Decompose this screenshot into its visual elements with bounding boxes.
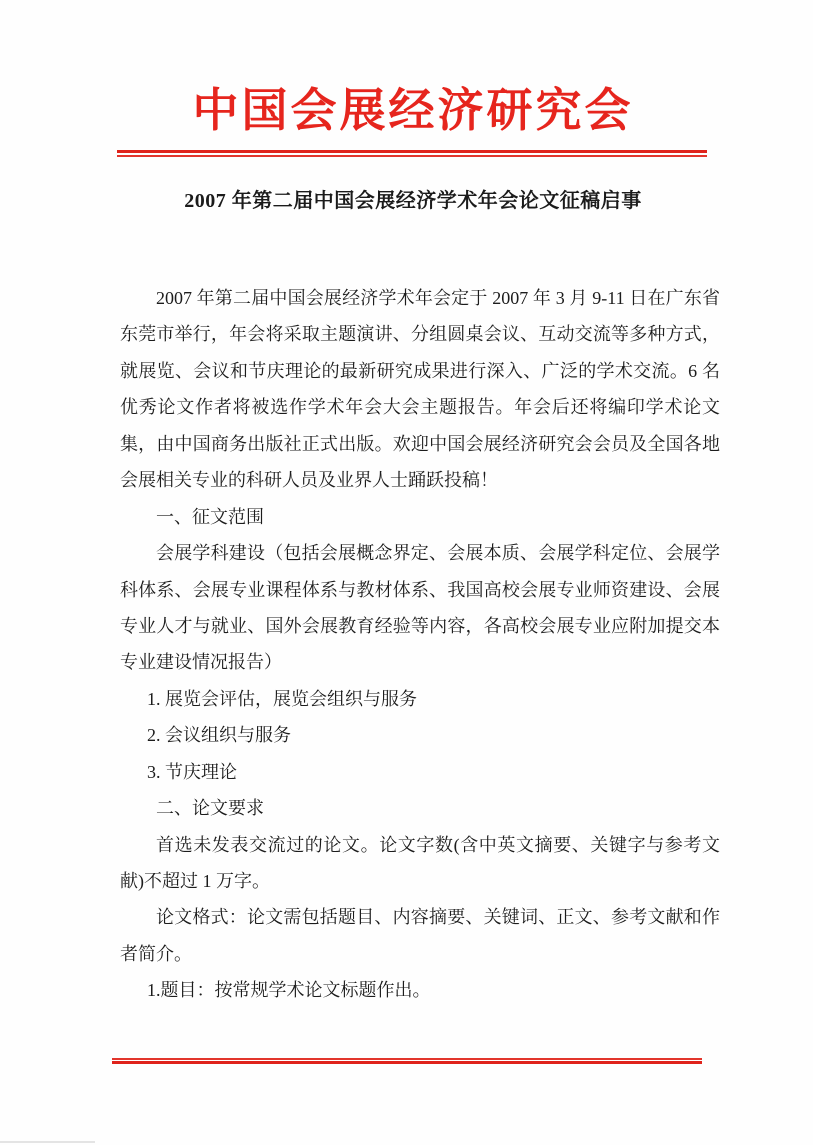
letterhead-org-name: 中国会展经济研究会 bbox=[192, 85, 634, 136]
notice-body bbox=[120, 280, 720, 1009]
footer-rule-thin bbox=[112, 1058, 702, 1060]
notice-title: 2007 年第二届中国会展经济学术年会论文征稿启事 bbox=[184, 190, 642, 212]
body-line section-heading: 二、论文要求 bbox=[156, 798, 264, 819]
scan-artifact bbox=[0, 1141, 95, 1143]
header-rule-thin bbox=[117, 155, 707, 157]
body-line: 就展览、会议和节庆理论的最新研究成果进行深入、广泛的学术交流。6 名 bbox=[120, 360, 720, 381]
footer-rule-thick bbox=[112, 1061, 702, 1064]
header-rule bbox=[117, 150, 707, 157]
header-rule-thick bbox=[117, 150, 707, 153]
body-line: 集，由中国商务出版社正式出版。欢迎中国会展经济研究会会员及全国各地 bbox=[120, 433, 720, 454]
footer-rule bbox=[112, 1058, 702, 1064]
body-line: 优秀论文作者将被选作学术年会大会主题报告。年会后还将编印学术论文 bbox=[120, 397, 720, 418]
body-line list-item: 1. 展览会评估，展览会组织与服务 bbox=[147, 688, 417, 709]
body-line: 会展学科建设（包括会展概念界定、会展本质、会展学科定位、会展学 bbox=[156, 543, 720, 564]
body-line: 者简介。 bbox=[120, 943, 192, 964]
body-line: 论文格式：论文需包括题目、内容摘要、关键词、正文、参考文献和作 bbox=[156, 907, 720, 928]
body-line: 专业人才与就业、国外会展教育经验等内容，各高校会展专业应附加提交本 bbox=[120, 615, 720, 636]
body-line list-item: 3. 节庆理论 bbox=[147, 761, 237, 782]
body-line: 2007 年第二届中国会展经济学术年会定于 2007 年 3 月 9-11 日在广东省 bbox=[156, 288, 720, 308]
body-line section-heading: 一、征文范围 bbox=[156, 506, 264, 527]
body-line: 献)不超过 1 万字。 bbox=[120, 871, 270, 891]
body-line: 会展相关专业的科研人员及业界人士踊跃投稿！ bbox=[120, 470, 498, 491]
body-line: 科体系、会展专业课程体系与教材体系、我国高校会展专业师资建设、会展 bbox=[120, 579, 720, 600]
body-line: 首选未发表交流过的论文。论文字数(含中英文摘要、关键字与参考文 bbox=[156, 834, 720, 855]
body-line list-item: 2. 会议组织与服务 bbox=[147, 725, 291, 746]
body-line: 1.题目：按常规学术论文标题作出。 bbox=[147, 980, 431, 1001]
body-line: 专业建设情况报告） bbox=[120, 652, 282, 673]
body-line: 东莞市举行，年会将采取主题演讲、分组圆桌会议、互动交流等多种方式， bbox=[120, 324, 720, 345]
